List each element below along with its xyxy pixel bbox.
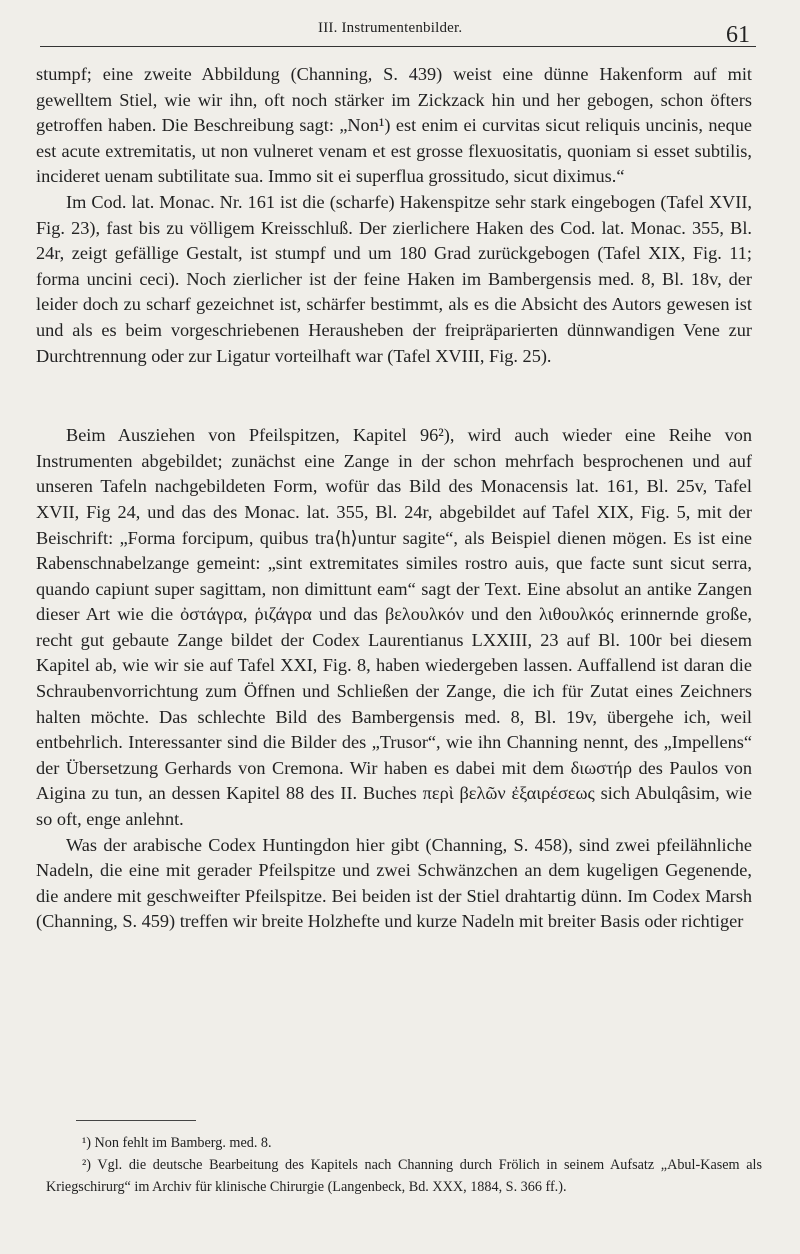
footnote-rule — [76, 1120, 196, 1121]
section-gap — [36, 369, 752, 423]
footnote-2: ²) Vgl. die deutsche Bearbeitung des Kapitels nach Channing durch Frölich in seinem Aufsatz „Abul-Kasem als Kriegschirurg“ im Archiv für klinische Chirurgie (Langenbeck, Bd. XXX, 1884, S. 366 ff.). — [46, 1157, 762, 1195]
running-head — [0, 14, 800, 48]
paragraph-codex-huntingdon: Was der arabische Codex Huntingdon hier gibt (Channing, S. 458), sind zwei pfeilähnliche Nadeln, die eine mit gerader Pfeilspitze und zwei Schwänzchen an dem kugeligen Gegenende, die andere mit geschweifter Pfeilspitze. Bei beiden ist der Stiel drahtartig dünn. Im Codex Marsh (Channing, S. 459) treffen wir breite Holzhefte und kurze Nadeln mit breiter Basis oder richtiger — [36, 834, 752, 932]
page-number: 61 — [726, 22, 750, 48]
paragraph-hook-comparison: Im Cod. lat. Monac. Nr. 161 ist die (scharfe) Hakenspitze sehr stark eingebogen (Tafel XVII, Fig. 23), fast bis zu völligem Kreisschluß. Der zierlichere Haken des Cod. lat. Monac. 355, Bl. 24r, zeigt gefällige Gestalt, ist stumpf und um 180 Grad zurückgebogen (Tafel XIX, Fig. 11; forma uncini ceci). Noch zierlicher ist der feine Haken im Bambergensis med. 8, Bl. 18v, der leider doch zu scharf gezeichnet ist, schärfer bestimmt, als es die Absicht des Autors gewesen ist und als es beim vorgeschriebenen Herausheben der freipräparierten dünnwandigen Vene zur Durchtrennung oder zur Ligatur vorteilhaft war (Tafel XVIII, Fig. 25). — [36, 191, 752, 366]
footnote-1: ¹) Non fehlt im Bamberg. med. 8. — [82, 1135, 272, 1151]
paragraph-arrowheads: Beim Ausziehen von Pfeilspitzen, Kapitel 96²), wird auch wieder eine Reihe von Instrumenten abgebildet; zunächst eine Zange in der schon mehrfach besprochenen und auf unseren Tafeln nachgebildeten Form, wofür das Bild des Monacensis lat. 161, Bl. 25v, Tafel XVII, Fig 24, und das des Monac. lat. 355, Bl. 24r, abgebildet auf Tafel XIX, Fig. 5, mit der Beischrift: „Forma forcipum, quibus tra⟨h⟩untur sagite“, als Beispiel dienen mögen. Es ist eine Rabenschnabelzange gemeint: „sint extremitates similes rostro auis, que facte sunt sicut serra, quando capiunt super sagittam, non dimittunt eam“ sagt der Text. Eine absolut an antike Zangen dieser Art wie die ὀστάγρα, ῥιζάγρα und das βελουλκόν und den λιθουλκός erinnernde große, recht gut gebaute Zange bildet der Codex Laurentianus LXXIII, 23 auf Bl. 100r bei diesem Kapitel ab, wie wir sie auf Tafel XXI, Fig. 8, haben wiedergeben lassen. Auffallend ist daran die Schraubenvorrichtung zum Öffnen und Schließen der Zange, die ich für Zutat eines Zeichners halten möchte. Das schlechte Bild des Bambergensis med. 8, Bl. 19v, übergehe ich, weil entbehrlich. Interessanter sind die Bilder des „Trusor“, wie ihn Channing nennt, des „Impellens“ der Übersetzung Gerhards von Cremona. Wir haben es dabei mit dem διωστήρ des Paulos von Aigina zu tun, an dessen Kapitel 88 des II. Buches περὶ βελῶν ἐξαιρέσεως sich Abulqâsim, wie so oft, enge anlehnt. — [36, 425, 752, 830]
body-text — [36, 62, 752, 935]
running-title: III. Instrumentenbilder. — [318, 20, 463, 36]
header-rule — [40, 46, 756, 47]
paragraph-continuation: stumpf; eine zweite Abbildung (Channing, S. 439) weist eine dünne Hakenform auf mit gewelltem Stiel, wie wir ihn, oft noch stärker im Zickzack hin und her gebogen, schon öfters getroffen haben. Die Beschreibung sagt: „Non¹) est enim ei curvitas sicut reliquis uncinis, neque est acute extremitatis, ut non vulneret venam et est grosse flexuositatis, quoniam si esset subtilis, incideret uenam subtilitate sua. Immo sit ei superflua grossitudo, sicut diximus.“ — [36, 64, 752, 187]
footnotes — [46, 1132, 762, 1198]
